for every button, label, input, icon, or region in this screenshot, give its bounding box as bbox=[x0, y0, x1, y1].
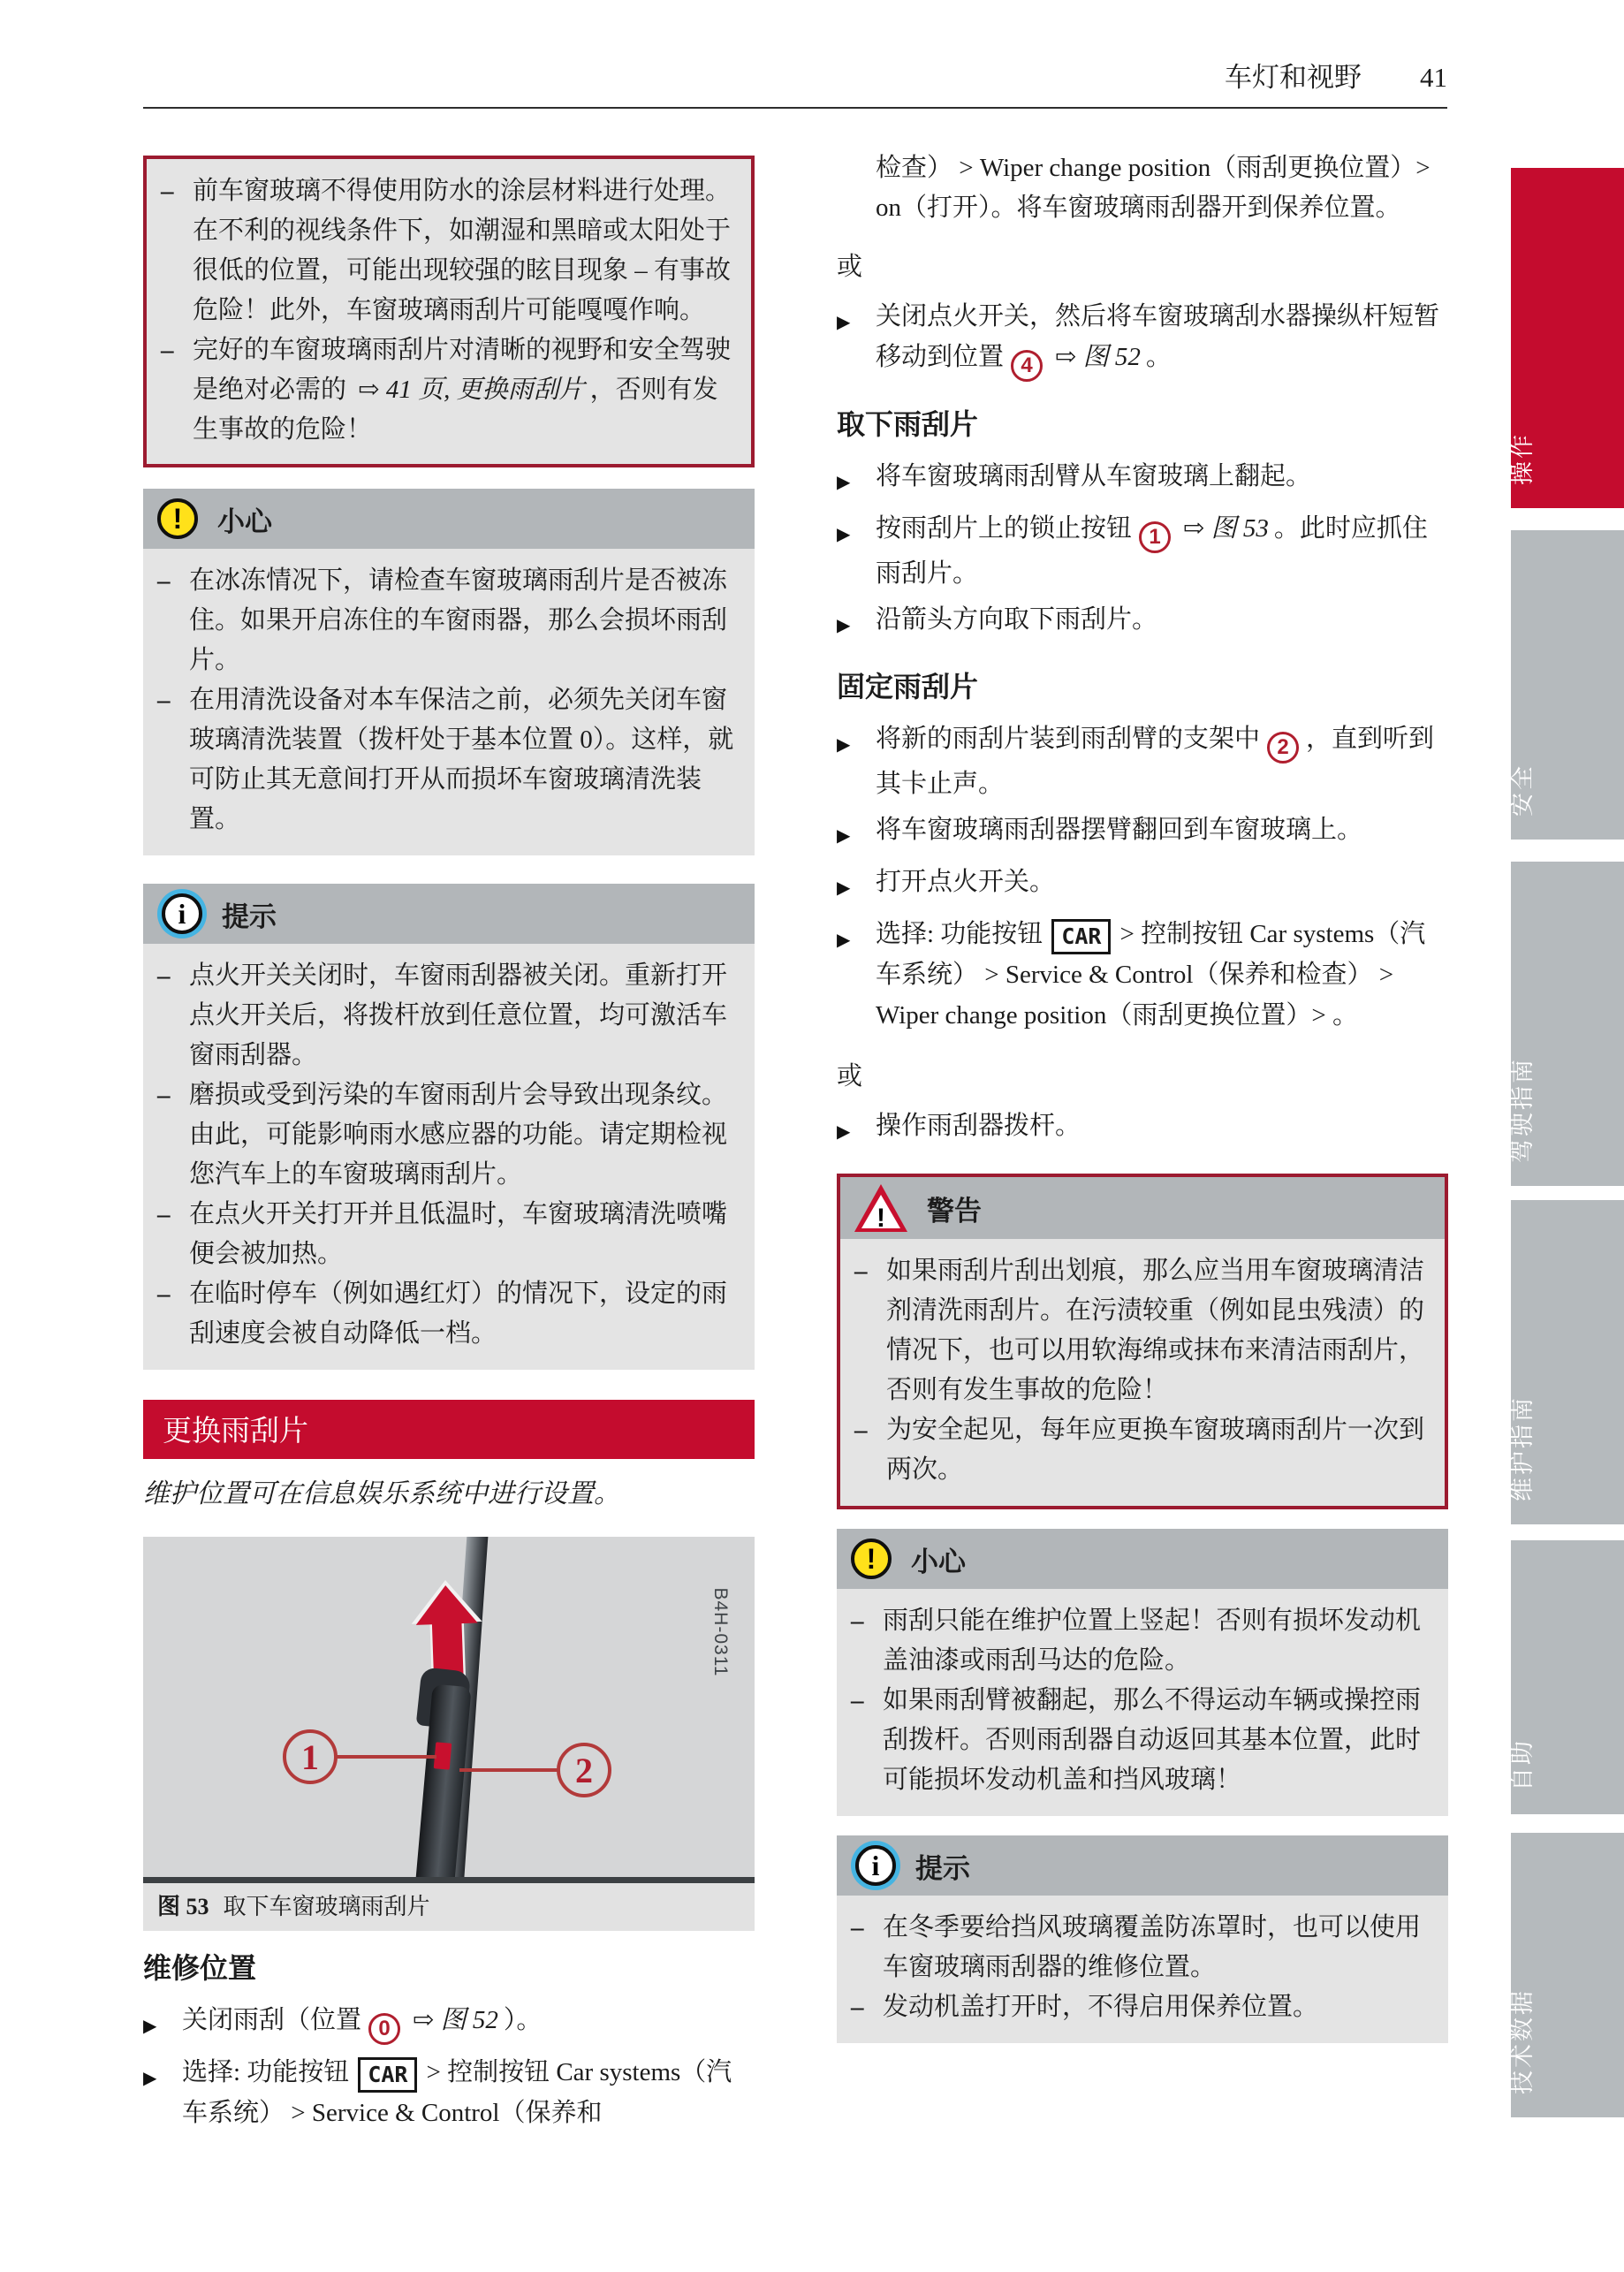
caution-header bbox=[143, 489, 755, 549]
caution-item: – 雨刮只能在维护位置上竖起！否则有损坏发动机盖油漆或雨刮马达的危险。 bbox=[851, 1601, 1432, 1681]
dash-marker: – bbox=[851, 1607, 864, 1635]
sidebar-tab-label: 自助 bbox=[1509, 1738, 1536, 1791]
sidebar-tab-label: 驾驶指南 bbox=[1509, 1057, 1536, 1163]
warning-triangle-icon: ! bbox=[854, 1184, 907, 1232]
warning-title: 警告 bbox=[927, 1195, 982, 1227]
step-bullet-icon: ▶ bbox=[837, 525, 851, 544]
caution-title: 小心 bbox=[911, 1546, 966, 1577]
chapter-title: 车灯和视野 bbox=[1225, 62, 1362, 93]
step-bullet-icon: ▶ bbox=[837, 473, 851, 492]
dash-marker: – bbox=[157, 1280, 171, 1308]
step: ▶ 沿箭头方向取下雨刮片。 bbox=[837, 599, 1448, 646]
note-item: – 在临时停车（例如遇红灯）的情况下，设定的雨刮速度会被自动降低一档。 bbox=[157, 1274, 739, 1354]
step: ▶ 选择: 功能按钮 CAR > 控制按钮 Car systems（汽车系统） > Service & Control（保养和检查） > Wiper change position（雨刮更换位置）> 。 bbox=[837, 914, 1448, 1036]
section-heading: 更换雨刮片 bbox=[143, 1400, 755, 1459]
step-bullet-icon: ▶ bbox=[837, 313, 851, 332]
danger-box bbox=[143, 156, 755, 467]
note-panel bbox=[143, 884, 755, 1370]
caution-header bbox=[837, 1529, 1448, 1589]
info-icon: i bbox=[855, 1845, 896, 1886]
warning-header bbox=[840, 1177, 1445, 1239]
note-header bbox=[143, 884, 755, 944]
section-intro: 维护位置可在信息娱乐系统中进行设置。 bbox=[143, 1479, 620, 1508]
dash-marker: – bbox=[157, 566, 171, 595]
car-function-key: CAR bbox=[358, 2057, 417, 2093]
note-header bbox=[837, 1835, 1448, 1896]
step: ▶ 将新的雨刮片装到雨刮臂的支架中 2 ，直到听到其卡止声。 bbox=[837, 718, 1448, 804]
car-function-key: CAR bbox=[1051, 919, 1111, 954]
figure-reference: ⇨ 图 52 bbox=[413, 2006, 498, 2034]
step-bullet-icon: ▶ bbox=[837, 735, 851, 755]
sidebar-tab-label: 维护指南 bbox=[1509, 1395, 1536, 1501]
note-item: – 发动机盖打开时，不得启用保养位置。 bbox=[851, 1987, 1432, 2027]
caution-body bbox=[837, 1589, 1448, 1816]
or-text: 或 bbox=[837, 1062, 863, 1090]
dash-marker: – bbox=[854, 1416, 868, 1444]
figure-caption: 图 53 取下车窗玻璃雨刮片 bbox=[143, 1883, 755, 1931]
warning-body bbox=[840, 1239, 1445, 1506]
step: ▶ 关闭点火开关，然后将车窗玻璃刮水器操纵杆短暂移动到位置 4 ⇨ 图 52 。 bbox=[837, 296, 1448, 382]
note-title: 提示 bbox=[222, 900, 277, 932]
note-title: 提示 bbox=[915, 1852, 970, 1884]
danger-text: 前车窗玻璃不得使用防水的涂层材料进行处理。在不利的视线条件下，如潮湿和黑暗或太阳处于很低的位置，可能出现较强的眩目现象 – 有事故危险！此外，车窗玻璃雨刮片可能嘎嘎作响。 bbox=[193, 177, 732, 324]
step-bullet-icon: ▶ bbox=[837, 616, 851, 635]
note-item: – 在点火开关打开并且低温时，车窗玻璃清洗喷嘴便会被加热。 bbox=[157, 1195, 739, 1274]
caution-item: – 在用清洗设备对本车保洁之前，必须先关闭车窗玻璃清洗装置（拨杆处于基本位置 0）。这样，就可防止其无意间打开从而损坏车窗玻璃清洗装置。 bbox=[157, 680, 739, 840]
figure-reference: ⇨ 图 53 bbox=[1183, 514, 1269, 543]
step: ▶ 操作雨刮器拨杆。 bbox=[837, 1106, 1448, 1152]
position-badge: 0 bbox=[368, 2013, 400, 2045]
subsection-heading: 维修位置 bbox=[143, 1952, 257, 1984]
dash-marker: – bbox=[157, 1200, 171, 1228]
step-bullet-icon: ▶ bbox=[837, 931, 851, 950]
sidebar-tab-technical-data bbox=[1511, 1833, 1624, 2117]
callout-line-1 bbox=[336, 1755, 436, 1759]
caution-body bbox=[143, 549, 755, 855]
sidebar-tab-self-help bbox=[1511, 1540, 1624, 1814]
dash-marker: – bbox=[161, 177, 174, 205]
note-body bbox=[143, 944, 755, 1370]
step-bullet-icon: ▶ bbox=[837, 878, 851, 898]
subsection-heading: 固定雨刮片 bbox=[837, 671, 979, 703]
caution-panel bbox=[837, 1529, 1448, 1816]
sidebar-tab-maintenance-guide bbox=[1511, 1200, 1624, 1524]
step-bullet-icon: ▶ bbox=[837, 826, 851, 846]
header-rule bbox=[143, 107, 1447, 109]
continuation-paragraph: 检查） > Wiper change position（雨刮更换位置）> on（打开）。将车窗玻璃雨刮器开到保养位置。 bbox=[876, 154, 1430, 222]
warning-panel bbox=[837, 1174, 1448, 1509]
info-icon: i bbox=[162, 893, 202, 934]
callout-2: 2 bbox=[557, 1743, 611, 1797]
step-bullet-icon: ▶ bbox=[143, 2069, 157, 2088]
caution-item: – 如果雨刮臂被翻起，那么不得运动车辆或操控雨刮拨杆。否则雨刮器自动返回其基本位置，此时可能损坏发动机盖和挡风玻璃！ bbox=[851, 1681, 1432, 1800]
note-panel bbox=[837, 1835, 1448, 2043]
note-body bbox=[837, 1896, 1448, 2043]
note-item: – 点火开关关闭时，车窗雨刮器被关闭。重新打开点火开关后，将拨杆放到任意位置，均可激活车窗雨刮器。 bbox=[157, 956, 739, 1075]
step: ▶ 将车窗玻璃雨刮器摆臂翻回到车窗玻璃上。 bbox=[837, 809, 1448, 856]
dash-marker: – bbox=[851, 1993, 864, 2021]
step: ▶ 按雨刮片上的锁止按钮 1 ⇨ 图 53 。此时应抓住雨刮片。 bbox=[837, 508, 1448, 594]
caution-title: 小心 bbox=[217, 505, 272, 537]
position-badge: 4 bbox=[1011, 350, 1043, 382]
page-header bbox=[143, 55, 1447, 95]
danger-item: – 完好的车窗玻璃雨刮片对清晰的视野和安全驾驶是绝对必需的 ⇨ 41 页, 更换雨刮片 ，否则有发生事故的危险！ bbox=[161, 331, 735, 450]
left-column bbox=[143, 156, 755, 2139]
dash-marker: – bbox=[157, 686, 171, 714]
caution-panel bbox=[143, 489, 755, 855]
callout-1: 1 bbox=[283, 1729, 338, 1784]
step: ▶ 关闭雨刮（位置 0 ⇨ 图 52 ）。 bbox=[143, 2000, 755, 2047]
dash-marker: – bbox=[854, 1257, 868, 1285]
figure-caption-label: 图 53 bbox=[157, 1894, 209, 1919]
step-bullet-icon: ▶ bbox=[837, 1122, 851, 1142]
step: ▶ 将车窗玻璃雨刮臂从车窗玻璃上翻起。 bbox=[837, 456, 1448, 503]
sidebar-tab-safety bbox=[1511, 530, 1624, 840]
dash-marker: – bbox=[161, 336, 174, 364]
figure-53 bbox=[143, 1537, 755, 1931]
wiper-illustration bbox=[143, 1537, 755, 1883]
figure-reference: ⇨ 41 页, 更换雨刮片 bbox=[358, 376, 585, 404]
callout-line-2 bbox=[459, 1768, 558, 1772]
note-item: – 磨损或受到污染的车窗雨刮片会导致出现条纹。由此，可能影响雨水感应器的功能。请定期检视您汽车上的车窗玻璃雨刮片。 bbox=[157, 1075, 739, 1195]
note-item: – 在冬季要给挡风玻璃覆盖防冻罩时，也可以使用车窗玻璃雨刮器的维修位置。 bbox=[851, 1908, 1432, 1987]
dash-marker: – bbox=[157, 961, 171, 990]
position-badge: 2 bbox=[1267, 732, 1299, 764]
dash-marker: – bbox=[157, 1081, 171, 1109]
caution-icon: ! bbox=[851, 1539, 892, 1579]
or-text: 或 bbox=[837, 253, 863, 281]
danger-text: 完好的车窗玻璃雨刮片对清晰的视野和安全驾驶是绝对必需的 bbox=[193, 336, 732, 404]
caution-item: – 在冰冻情况下，请检查车窗玻璃雨刮片是否被冻住。如果开启冻住的车窗雨器，那么会损坏雨刮片。 bbox=[157, 561, 739, 680]
figure-code: B4H-0311 bbox=[710, 1587, 731, 1677]
right-column bbox=[837, 148, 1448, 2068]
sidebar-tab-label: 技术数据 bbox=[1509, 1988, 1536, 2094]
figure-reference: ⇨ 图 52 bbox=[1055, 343, 1141, 371]
step: ▶ 选择: 功能按钮 CAR > 控制按钮 Car systems（汽车系统） > Service & Control（保养和 bbox=[143, 2052, 755, 2133]
warning-item: – 为安全起见，每年应更换车窗玻璃雨刮片一次到两次。 bbox=[854, 1410, 1429, 1490]
sidebar-tab-operation bbox=[1511, 168, 1624, 508]
page-number: 41 bbox=[1420, 62, 1447, 93]
danger-item bbox=[161, 171, 735, 331]
dash-marker: – bbox=[851, 1913, 864, 1941]
sidebar-tab-driving-guide bbox=[1511, 862, 1624, 1186]
sidebar-tab-label: 安全 bbox=[1509, 764, 1536, 817]
position-badge: 1 bbox=[1139, 521, 1171, 553]
sidebar-tab-label: 操作 bbox=[1509, 432, 1536, 485]
caution-icon: ! bbox=[157, 498, 198, 539]
subsection-heading: 取下雨刮片 bbox=[837, 408, 979, 440]
step: ▶ 打开点火开关。 bbox=[837, 862, 1448, 908]
step-bullet-icon: ▶ bbox=[143, 2017, 157, 2036]
dash-marker: – bbox=[851, 1686, 864, 1714]
warning-item: – 如果雨刮片刮出划痕，那么应当用车窗玻璃清洁剂清洗雨刮片。在污渍较重（例如昆虫残渍）的情况下，也可以用软海绵或抹布来清洁雨刮片，否则有发生事故的危险！ bbox=[854, 1251, 1429, 1410]
